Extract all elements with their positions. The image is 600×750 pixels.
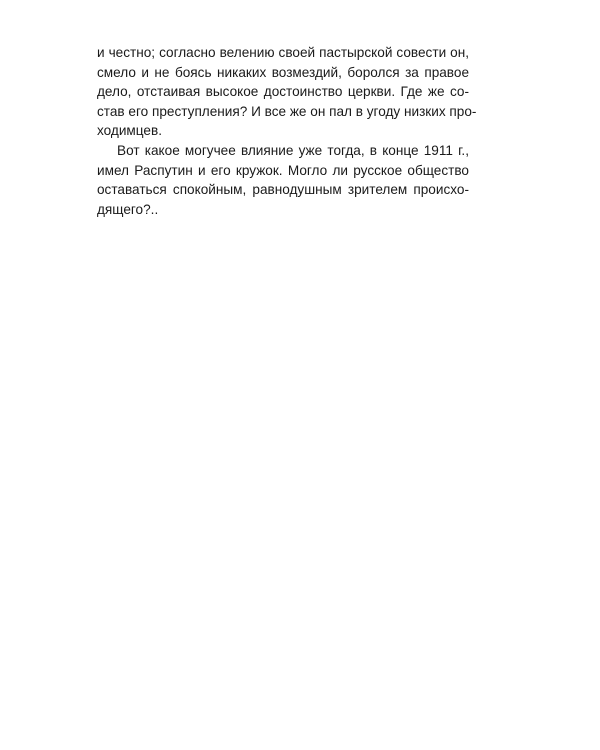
text-line: Вот какое могучее влияние уже тогда, в конце 1911 г., [117, 142, 469, 158]
text-line: и честно; согласно велению своей пастырской совести он, [97, 45, 469, 60]
text-line: смело и не боясь никаких возмездий, боролся за правое [97, 64, 469, 80]
text-line: дело, отстаивая высокое достоинство церкви. Где же со- [97, 84, 469, 100]
text-line: имел Распутин и его кружок. Могло ли русское общество [97, 162, 469, 178]
text-line: став его преступления? И все же он пал в угоду низких про- [97, 103, 477, 119]
paragraph-2 [97, 141, 469, 219]
text-line: оставаться спокойным, равнодушным зрителем происхо- [97, 182, 469, 198]
body-text [97, 43, 477, 219]
text-line: ходимцев. [97, 123, 162, 139]
text-line: дящего?.. [97, 201, 159, 217]
paragraph-1 [97, 43, 477, 141]
